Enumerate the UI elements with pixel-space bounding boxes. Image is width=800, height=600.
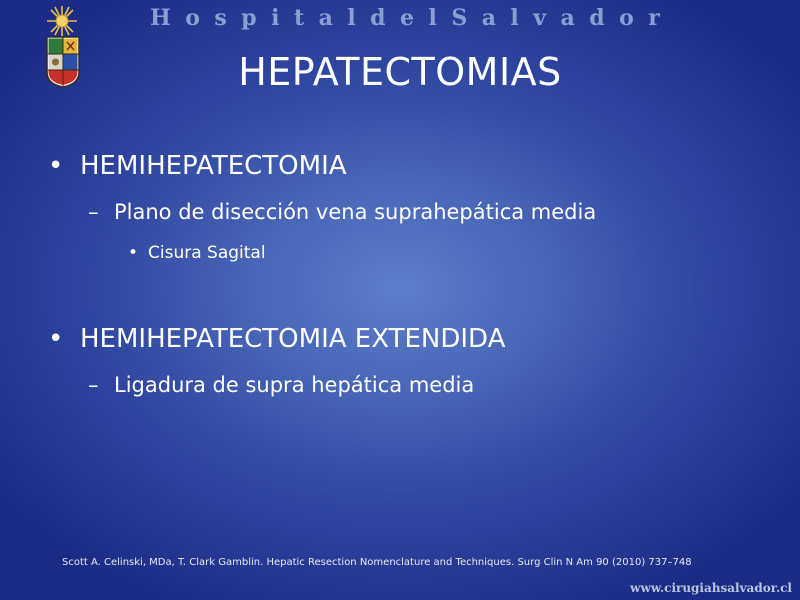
bullet-level-3 [128, 243, 266, 263]
bullet-level-2 [88, 200, 596, 224]
hospital-name-header [150, 4, 660, 32]
bullet-text: HEMIHEPATECTOMIA EXTENDIDA [80, 324, 506, 354]
bullet-marker: • [48, 151, 64, 181]
header-letter: s [214, 5, 227, 31]
header-letter: l [428, 5, 437, 31]
sun-emblem-icon [44, 4, 80, 38]
dash-marker: – [88, 200, 99, 224]
website-url: www.cirugiahsalvador.cl [630, 581, 792, 595]
bullet-text: Ligadura de supra hepática media [114, 373, 475, 397]
header-letter: a [481, 5, 496, 31]
bullet-marker: • [48, 324, 64, 354]
header-letter: i [271, 5, 280, 31]
bullet-level-2 [88, 373, 474, 397]
header-letter: v [533, 5, 547, 31]
dash-marker: – [88, 373, 99, 397]
citation-text: Scott A. Celinski, MDa, T. Clark Gamblin. Hepatic Resection Nomenclature and Techniques. Surg Clin N Am 90 (2010) 737–748 [62, 557, 692, 568]
header-letter: o [619, 5, 634, 31]
header-letter: t [293, 5, 305, 31]
header-letter: a [560, 5, 575, 31]
header-letter: e [400, 5, 415, 31]
header-letter: d [370, 5, 386, 31]
header-letter: d [589, 5, 605, 31]
header-letter: a [318, 5, 333, 31]
header-letter: l [347, 5, 356, 31]
header-letter: p [241, 5, 257, 31]
header-letter: r [648, 5, 660, 31]
bullet-marker: • [128, 243, 139, 263]
header-letter: S [451, 5, 468, 31]
bullet-level-1 [48, 151, 347, 181]
header-letter: H [150, 5, 171, 31]
bullet-text: HEMIHEPATECTOMIA [80, 151, 347, 181]
bullet-text: Cisura Sagital [148, 243, 266, 263]
header-letter: o [185, 5, 200, 31]
bullet-level-1 [48, 324, 505, 354]
header-letter: l [510, 5, 519, 31]
slide-title: HEPATECTOMIAS [238, 50, 562, 94]
bullet-text: Plano de disección vena suprahepática media [114, 200, 597, 224]
